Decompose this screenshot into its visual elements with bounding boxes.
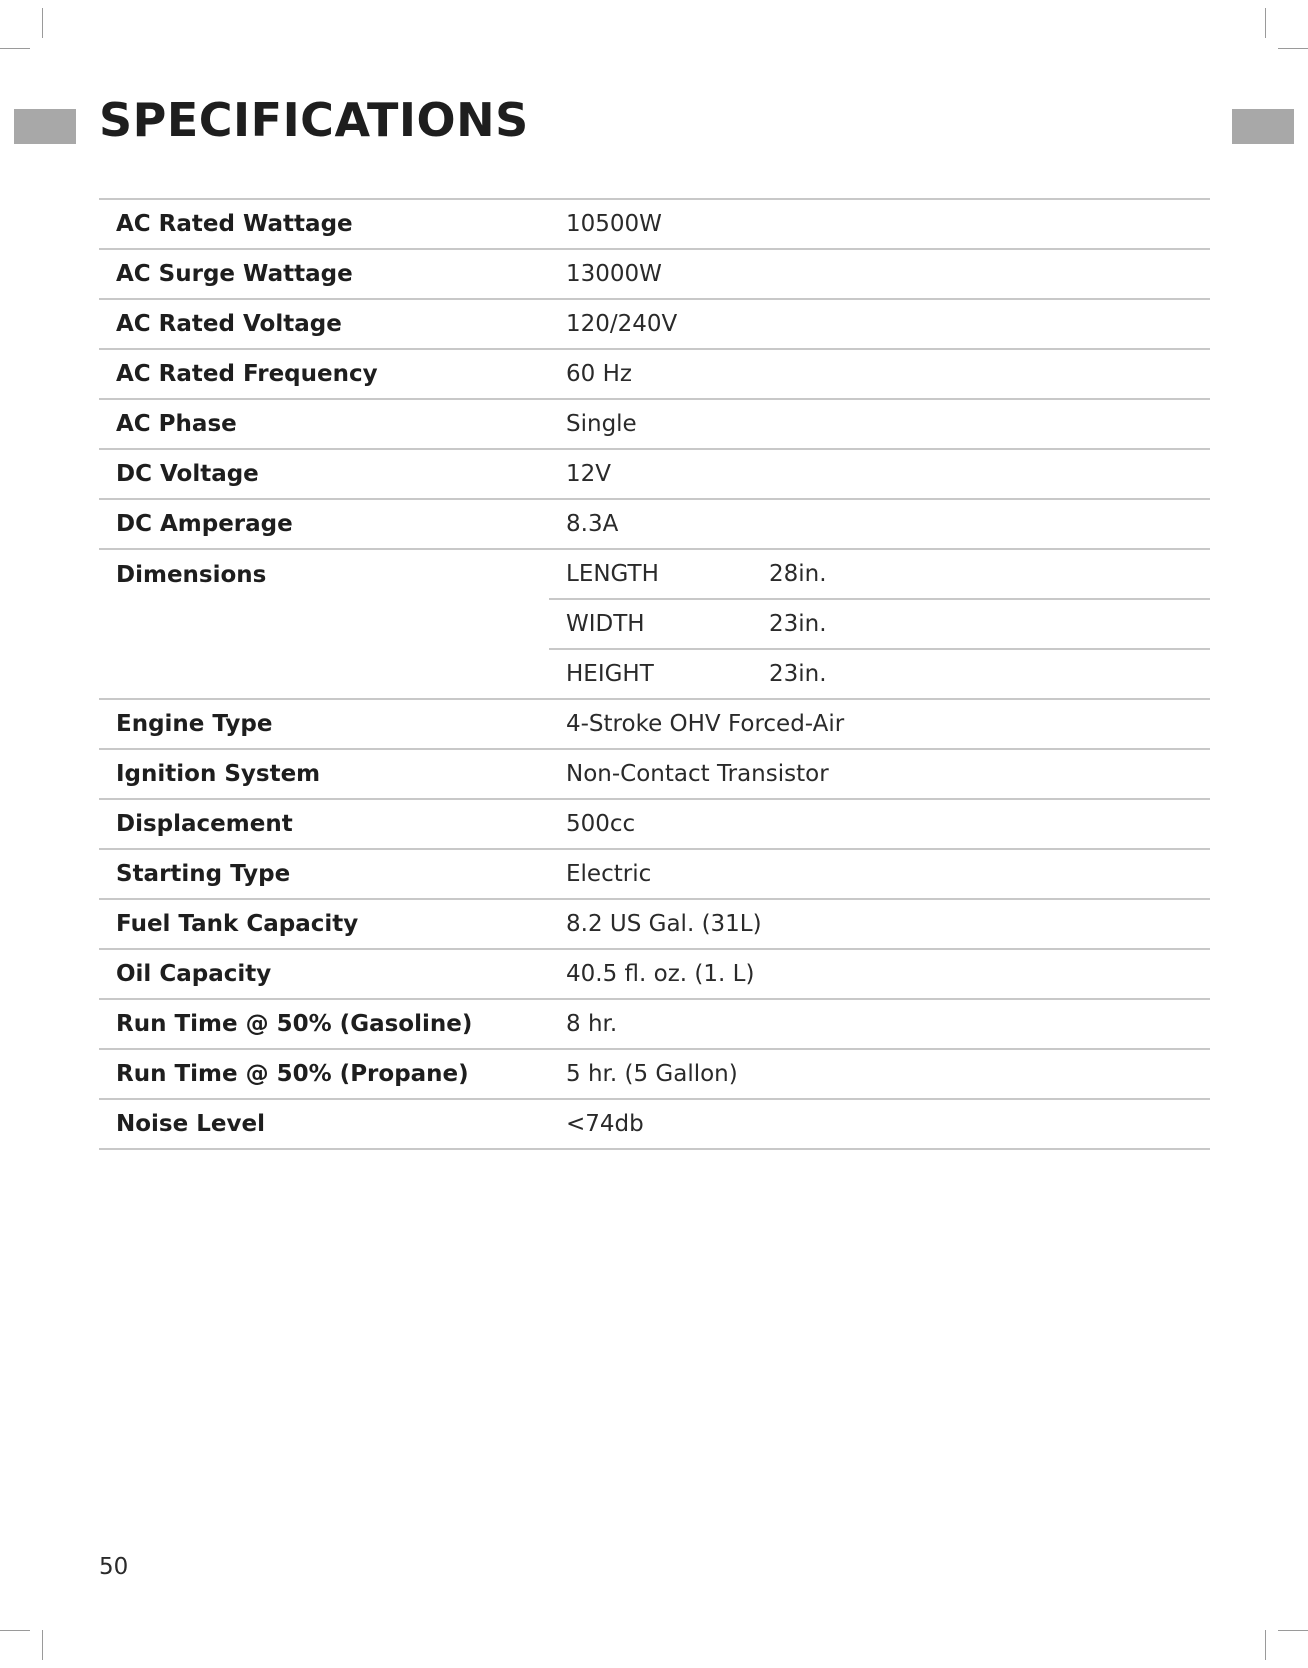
spec-value: Non-Contact Transistor [549, 749, 1210, 799]
crop-mark-bottom-right-h [1278, 1630, 1308, 1631]
spec-label: Oil Capacity [99, 949, 549, 999]
spec-label: AC Rated Wattage [99, 199, 549, 249]
table-row [99, 199, 1210, 249]
crop-mark-top-right [1265, 8, 1266, 38]
crop-mark-top-left [42, 8, 43, 38]
section-tab-left [14, 109, 76, 144]
crop-mark-bottom-right [1265, 1630, 1266, 1660]
crop-mark-bottom-left-h [0, 1630, 30, 1631]
table-row [99, 899, 1210, 949]
table-row [99, 799, 1210, 849]
dimension-value: 23in. [769, 649, 1210, 699]
spec-value: 5 hr. (5 Gallon) [549, 1049, 1210, 1099]
spec-value: 4-Stroke OHV Forced-Air [549, 699, 1210, 749]
spec-label: Engine Type [99, 699, 549, 749]
spec-label: AC Phase [99, 399, 549, 449]
spec-value: 8.3A [549, 499, 1210, 549]
spec-value: 12V [549, 449, 1210, 499]
dimension-key: LENGTH [549, 549, 769, 599]
spec-value: 120/240V [549, 299, 1210, 349]
dimension-value: 23in. [769, 599, 1210, 649]
page-number: 50 [99, 1554, 129, 1580]
spec-label: Starting Type [99, 849, 549, 899]
table-row [99, 849, 1210, 899]
table-row [99, 1099, 1210, 1149]
spec-value: Single [549, 399, 1210, 449]
spec-label: Run Time @ 50% (Gasoline) [99, 999, 549, 1049]
section-tab-right [1232, 109, 1294, 144]
spec-label: DC Amperage [99, 499, 549, 549]
crop-mark-bottom-left [42, 1630, 43, 1660]
spec-value: 500cc [549, 799, 1210, 849]
spec-label: Displacement [99, 799, 549, 849]
spec-value: <74db [549, 1099, 1210, 1149]
dimensions-label: Dimensions [99, 549, 549, 699]
crop-mark-top-right-h [1278, 48, 1308, 49]
spec-value: 8 hr. [549, 999, 1210, 1049]
page-title: SPECIFICATIONS [99, 93, 529, 147]
dimension-value: 28in. [769, 549, 1210, 599]
specifications-table [99, 198, 1210, 1150]
table-row [99, 699, 1210, 749]
dimensions-row [99, 549, 1210, 599]
table-row [99, 249, 1210, 299]
spec-value: 8.2 US Gal. (31L) [549, 899, 1210, 949]
spec-label: AC Rated Voltage [99, 299, 549, 349]
table-row [99, 499, 1210, 549]
dimension-key: HEIGHT [549, 649, 769, 699]
table-row [99, 399, 1210, 449]
table-row [99, 299, 1210, 349]
spec-label: AC Rated Frequency [99, 349, 549, 399]
spec-label: Noise Level [99, 1099, 549, 1149]
spec-label: AC Surge Wattage [99, 249, 549, 299]
table-row [99, 349, 1210, 399]
table-row [99, 999, 1210, 1049]
table-row [99, 449, 1210, 499]
spec-label: Fuel Tank Capacity [99, 899, 549, 949]
spec-value: 40.5 fl. oz. (1. L) [549, 949, 1210, 999]
table-row [99, 749, 1210, 799]
spec-label: Run Time @ 50% (Propane) [99, 1049, 549, 1099]
dimension-key: WIDTH [549, 599, 769, 649]
spec-value: 60 Hz [549, 349, 1210, 399]
crop-mark-top-left-h [0, 48, 30, 49]
table-row [99, 949, 1210, 999]
spec-value: Electric [549, 849, 1210, 899]
spec-label: Ignition System [99, 749, 549, 799]
spec-value: 13000W [549, 249, 1210, 299]
spec-label: DC Voltage [99, 449, 549, 499]
spec-value: 10500W [549, 199, 1210, 249]
table-row [99, 1049, 1210, 1099]
